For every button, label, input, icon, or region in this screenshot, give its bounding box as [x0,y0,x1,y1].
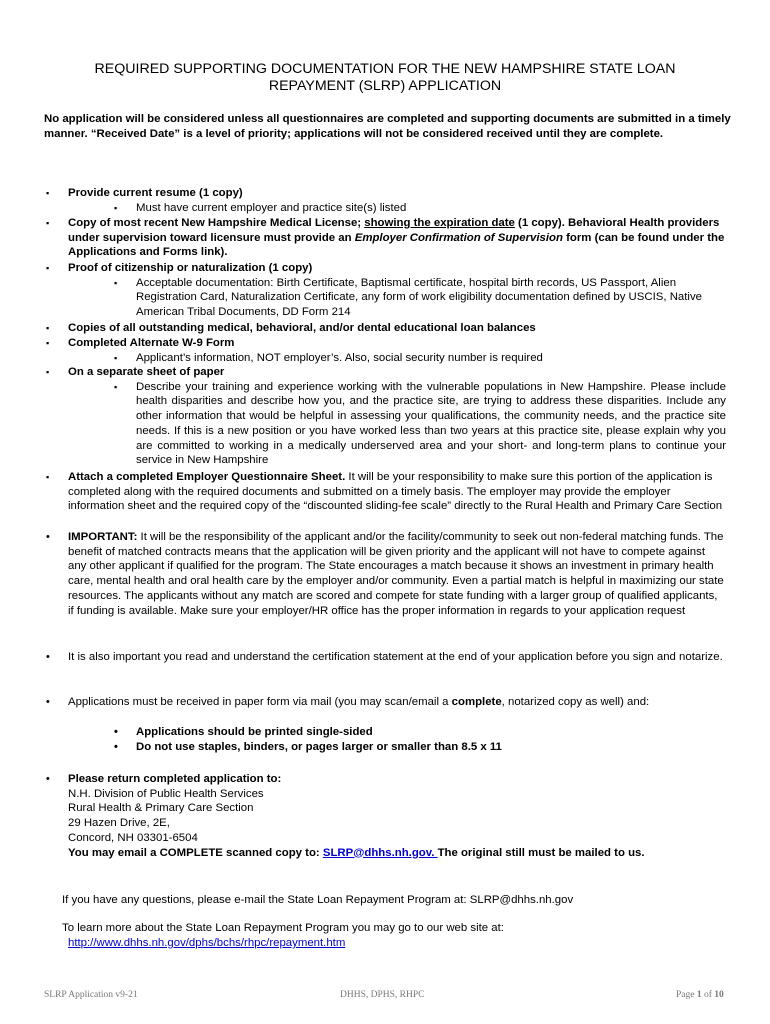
bullet-square-icon: ▪ [46,188,50,198]
employer-bold: Attach a completed Employer Questionnaire Sheet. [68,471,346,483]
bullet-square-icon: ▪ [114,381,118,392]
item-important [44,530,726,618]
bullet-square-icon: ▪ [46,263,50,273]
mail-c: , notarized copy as well) and: [501,696,650,708]
separate-label: On a separate sheet of paper [68,366,225,378]
bullet-dot-icon: • [46,696,50,708]
item-w9 [44,336,726,365]
address-line: Concord, NH 03301-6504 [68,831,198,844]
item-certification [44,650,726,665]
license-e: form (can be found under the Applications and Forms link). [68,231,725,259]
item-separate-sheet [44,365,726,468]
item-return-address [44,772,726,860]
mail-complete: complete [451,696,502,708]
license-expiration: showing the expiration date [364,217,515,229]
w9-sub: Applicant’s information, NOT employer’s. Also, social security number is required [136,351,543,364]
item-mail [44,695,726,710]
item-resume [44,186,726,215]
item-citizenship [44,261,726,320]
email-link[interactable]: SLRP@dhhs.nh.gov. [322,846,438,859]
resume-sub: Must have current employer and practice site(s) listed [136,201,407,214]
loans-label: Copies of all outstanding medical, behavioral, and/or dental educational loan balances [68,322,536,334]
license-form-name: Employer Confirmation of Supervision [354,231,563,244]
page-number: 1 [696,990,702,1000]
website-link[interactable]: http://www.dhhs.nh.gov/dphs/bchs/rhpc/repayment.htm [68,937,346,949]
certification-text: It is also important you read and understand the certification statement at the end of your application before you sign and notarize. [68,651,723,663]
bullet-square-icon: ▪ [114,202,118,213]
bullet-dot-icon: • [114,740,118,753]
important-bold: IMPORTANT: [68,531,138,543]
citizenship-sub: Acceptable documentation: Birth Certificate, Baptismal certificate, hospital birth records, US Passport, Alien Registration Card, Naturalization Certificate, any form of work eligibility documentation defined by USCIS, Native American Tribal Documents, DD Form 214 [136,276,702,319]
mail-rule-1: Applications should be printed single-sided [136,726,373,738]
bullet-square-icon: ▪ [46,323,50,333]
footer-left: SLRP Application v9-21 [44,990,138,1000]
w9-label: Completed Alternate W-9 Form [68,337,235,349]
email-prefix: You may email a COMPLETE scanned copy to: [68,846,323,859]
item-loans [44,321,726,336]
bullet-dot-icon: • [114,726,118,738]
citizenship-label: Proof of citizenship or naturalization (1 copy) [68,262,313,274]
email-suffix: The original still must be mailed to us. [437,846,645,859]
separate-sub: Describe your training and experience working with the vulnerable populations in New Hampshire. Please include health disparities and describe how you, and the practice site, are trying to address these disparities. Include any other information that would be helpful in assessing your qualifications, the community needs, and the practice site needs. If this is a new position or you have worked less than two years at this practice site, please explain why you are committed to working in a medically underserved area and your short- and long-term plans to continue your service in New Hampshire [136,380,726,467]
important-rest: It will be the responsibility of the applicant and/or the facility/community to seek out non-federal matching funds. The benefit of matched contracts means that the application will be given priority and the applicant will not have to compete against any other applicant if qualified for the program. The State encourages a match because it shows an investment in primary health care, mental health and oral health care by the employer and/or community. Even a partial match is helpful in maximizing our state resources. The applicants without any match are scored and compete for state funding with a larger group of qualified applicants, if funding is available. Make sure your employer/HR office has the proper information in regards to your application request [68,531,724,617]
questions-text: If you have any questions, please e-mail the State Loan Repayment Program at: SLRP@dhhs.nh.gov [62,894,574,906]
title-line-1: REQUIRED SUPPORTING DOCUMENTATION FOR THE NEW HAMPSHIRE STATE LOAN [94,61,676,77]
item-license [44,216,726,260]
bullet-square-icon: ▪ [114,352,118,363]
address-line: Rural Health & Primary Care Section [68,802,254,815]
bullet-square-icon: ▪ [46,338,50,348]
bullet-square-icon: ▪ [46,218,50,228]
bullet-dot-icon: • [46,651,50,663]
bullet-dot-icon: • [46,531,50,543]
page-of: of [701,990,715,1000]
footer-page [676,990,724,1000]
page-total: 10 [714,990,724,1000]
mail-a: Applications must be received in paper form via mail (you may scan/email a [68,696,452,708]
document-title [40,61,730,95]
license-c: (1 copy). Behavioral Health providers under supervision toward licensure must provide an [68,217,720,244]
address-line: N.H. Division of Public Health Services [68,787,264,800]
mail-rules-list [44,725,726,754]
learn-more-text: To learn more about the State Loan Repayment Program you may go to our web site at: [62,922,504,934]
license-a: Copy of most recent New Hampshire Medical License; [68,217,365,229]
return-label: Please return completed application to: [68,773,282,785]
bullet-square-icon: ▪ [114,277,118,288]
footer-center: DHHS, DPHS, RHPC [340,990,425,1000]
page-prefix: Page [676,990,697,1000]
intro-paragraph [44,112,734,142]
bullet-square-icon: ▪ [46,472,50,482]
mail-rule-2: Do not use staples, binders, or pages larger or smaller than 8.5 x 11 [136,740,502,753]
address-line: 29 Hazen Drive, 2E, [68,817,170,830]
item-employer-questionnaire [44,470,726,514]
intro-part-1: No application will be considered unless all questionnaires are completed and supporting documents are submitted in a timely manner [44,113,731,140]
bullet-square-icon: ▪ [46,367,50,377]
intro-part-2: . “Received Date” is a level of priority; applications will not be considered received until they are complete. [84,128,664,140]
title-line-2: REPAYMENT (SLRP) APPLICATION [268,78,502,94]
employer-rest: It will be your responsibility to make sure this portion of the application is completed along with the required documents and submitted on a timely basis. The employer may provide the employer information sheet and the required copy of the “discounted sliding-fee scale” directly to the Rural Health and Primary Care Section [68,471,723,513]
bullet-dot-icon: • [46,773,50,785]
resume-label: Provide current resume (1 copy) [68,187,243,199]
